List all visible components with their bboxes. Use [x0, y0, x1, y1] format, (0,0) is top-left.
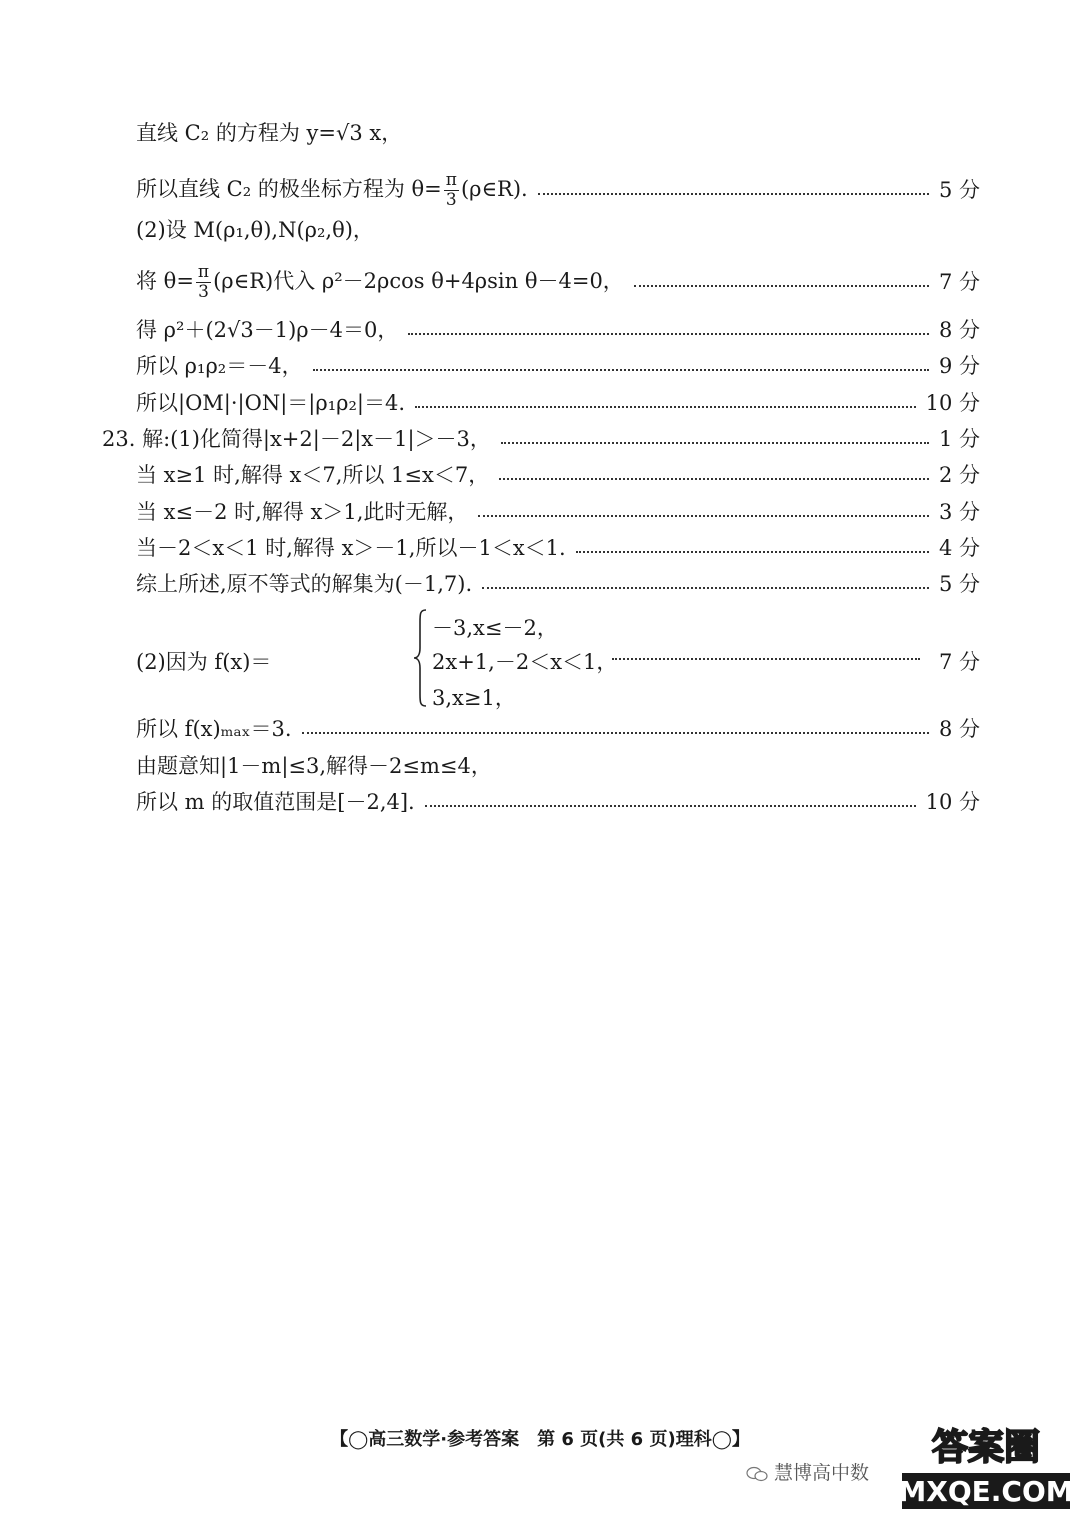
fraction: $\frac{\pi}{3}$: [445, 170, 457, 210]
score-label: 10 分: [925, 391, 980, 415]
dot-leader: [482, 587, 929, 589]
watermark-top: 答案圈: [931, 1427, 1041, 1468]
text-line: [136, 264, 980, 301]
dot-leader: [538, 193, 929, 195]
dot-leader: [425, 805, 916, 807]
line-text: 所以|OM|·|ON|＝|ρ₁ρ₂|＝4.: [136, 391, 406, 415]
text-line: [136, 172, 980, 209]
watermark-logo: [898, 1419, 1074, 1513]
dot-leader: [612, 658, 920, 660]
line-text: 综上所述,原不等式的解集为(－1,7).: [136, 572, 473, 596]
score-label: 5 分: [938, 178, 980, 202]
score-label: 7 分: [938, 650, 980, 674]
dot-leader: [478, 515, 929, 517]
dot-leader: [313, 369, 929, 371]
dot-leader: [634, 285, 929, 287]
piecewise-label: (2)因为 f(x)＝: [136, 650, 272, 674]
line-text: 将 θ= $\frac{\pi}{3}$ (ρ∈R)代入 ρ²－2ρcos θ+4ρsin θ－4=0，: [136, 262, 624, 302]
text-line: [136, 719, 980, 740]
score-label: 8 分: [938, 318, 980, 342]
text-line: [136, 502, 980, 523]
line-text: 23. 解:(1)化简得|x+2|－2|x－1|＞－3，: [102, 427, 491, 451]
line-text: 当 x≥1 时,解得 x＜7,所以 1≤x＜7，: [136, 463, 490, 487]
dot-leader: [302, 732, 929, 734]
line-text: (2)设 M(ρ₁,θ),N(ρ₂,θ)，: [136, 218, 374, 242]
text-line: [136, 756, 980, 777]
wechat-source: [746, 1458, 869, 1485]
left-brace-icon: [412, 608, 428, 708]
line-text: 所以 ρ₁ρ₂＝－4，: [136, 354, 303, 378]
line-text: 得 ρ²＋(2√3－1)ρ－4＝0，: [136, 318, 399, 342]
text-line: [136, 220, 980, 241]
page-footer: 【◯高三数学·参考答案 第 6 页(共 6 页)理科◯】: [330, 1429, 750, 1450]
score-label: 4 分: [938, 536, 980, 560]
text-line: [136, 465, 980, 486]
score-label: 9 分: [938, 354, 980, 378]
line-text: 当 x≤－2 时,解得 x＞1,此时无解，: [136, 500, 469, 524]
score-label: 8 分: [938, 717, 980, 741]
dot-leader: [415, 406, 916, 408]
line-text: 所以直线 C₂ 的极坐标方程为 θ= $\frac{\pi}{3}$ (ρ∈R).: [136, 170, 528, 210]
text-line: [102, 429, 980, 450]
score-label: 7 分: [938, 270, 980, 294]
dot-leader: [408, 333, 929, 335]
watermark-bottom: MXQE.COM: [898, 1475, 1074, 1508]
text-line: [136, 393, 980, 414]
piecewise-case: 3,x≥1，: [432, 686, 516, 710]
dot-leader: [501, 442, 929, 444]
text-line: [136, 123, 980, 144]
piecewise-case: －3,x≤－2，: [432, 616, 558, 640]
line-text: 由题意知|1－m|≤3,解得－2≤m≤4，: [136, 754, 492, 778]
score-label: 5 分: [938, 572, 980, 596]
line-text: 当－2＜x＜1 时,解得 x＞－1,所以－1＜x＜1.: [136, 536, 566, 560]
text-line: [136, 574, 980, 595]
score-label: 3 分: [938, 500, 980, 524]
score-label: 10 分: [925, 790, 980, 814]
text-line: [136, 538, 980, 559]
line-text: 所以 f(x)ₘₐₓ＝3.: [136, 717, 292, 741]
text-line: [136, 792, 980, 813]
piecewise-case: 2x+1,－2＜x＜1，: [432, 650, 618, 674]
text-line: [136, 320, 980, 341]
dot-leader: [499, 478, 929, 480]
fraction: $\frac{\pi}{3}$: [197, 262, 210, 302]
text-line: [136, 356, 980, 377]
score-label: 2 分: [938, 463, 980, 487]
wechat-icon: [746, 1466, 768, 1482]
score-label: 1 分: [938, 427, 980, 451]
line-text: 直线 C₂ 的方程为 y=√3 x，: [136, 121, 403, 145]
wechat-label: 慧博高中数: [774, 1462, 870, 1484]
piecewise-function: [136, 606, 980, 710]
dot-leader: [576, 551, 929, 553]
line-text: 所以 m 的取值范围是[－2,4].: [136, 790, 415, 814]
